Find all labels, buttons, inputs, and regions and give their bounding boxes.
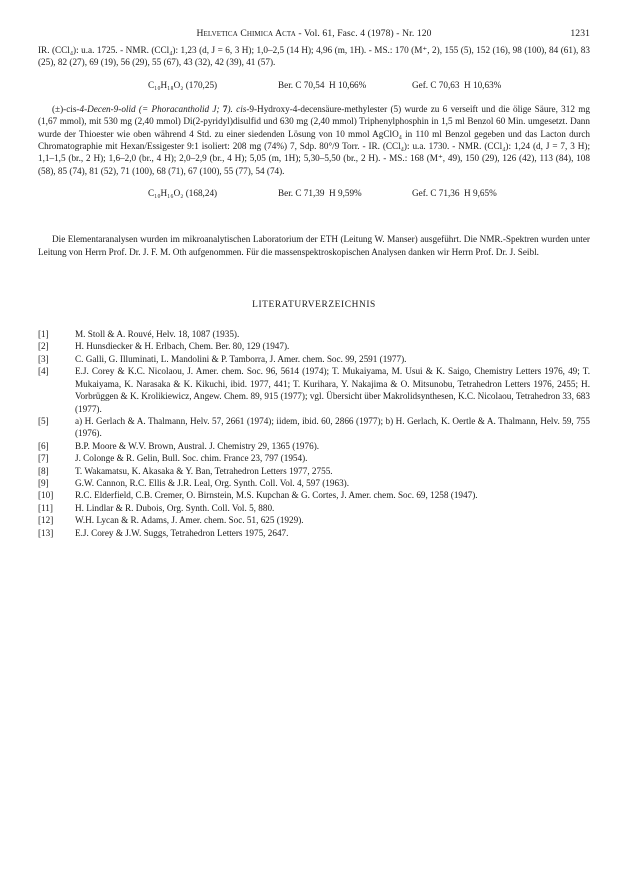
reference-number: [6]: [38, 440, 49, 451]
reference-item: [38, 489, 590, 501]
stereo-prefix: (±)-cis-: [52, 103, 80, 114]
found-values: Gef. C 70,63 H 10,63%: [412, 79, 502, 90]
reference-text: R.C. Elderfield, C.B. Cremer, O. Birnstein, M.S. Kupchan & G. Cortes, J. Amer. chem. Soc. 69, 1258 (1947).: [75, 490, 478, 501]
calculated-values: Ber. C 71,39 H 9,59%: [278, 188, 362, 199]
reference-item: [38, 527, 590, 539]
reference-number: [5]: [38, 415, 49, 426]
found-values: Gef. C 71,36 H 9,65%: [412, 188, 497, 199]
reference-number: [1]: [38, 329, 49, 340]
reference-number: [9]: [38, 477, 49, 488]
reference-item: [38, 477, 590, 489]
reference-text: C. Galli, G. Illuminati, L. Mandolini & P. Tamborra, J. Amer. chem. Soc. 99, 2591 (1977).: [75, 353, 407, 364]
compound-title-end: ).: [227, 103, 237, 114]
reference-item: [38, 514, 590, 526]
reference-item: [38, 365, 590, 415]
reference-number: [7]: [38, 453, 49, 464]
reference-number: [12]: [38, 515, 54, 526]
reference-text: W.H. Lycan & R. Adams, J. Amer. chem. Soc. 51, 625 (1929).: [75, 515, 304, 526]
reference-item: [38, 328, 590, 340]
reference-number: [13]: [38, 527, 54, 538]
experimental-paragraph: [38, 103, 590, 177]
journal-citation: [38, 28, 590, 39]
references-title: LITERATURVERZEICHNIS: [252, 300, 376, 311]
reference-number: [8]: [38, 465, 49, 476]
cis-prefix: cis: [236, 103, 247, 114]
reference-text: B.P. Moore & W.V. Brown, Austral. J. Chemistry 29, 1365 (1976).: [75, 440, 320, 451]
compound-title: 4-Decen-9-olid (= Phoracantholid J;: [79, 103, 223, 114]
acknowledgement-paragraph: Die Elementaranalysen wurden im mikroanalytischen Laboratorium der ETH (Leitung W. Manser) ausgeführt. Die NMR.-Spektren wurden unter Leitung von Herrn Prof. Dr. J. F. M. Oth aufgenommen. Für die massenspektroskopischen Analysen danken wir Herrn Prof. Dr. J. Seibl.: [38, 234, 590, 257]
spectral-data-paragraph: IR. (CCl₄): u.a. 1725. - NMR. (CCl₄): 1,23 (d, J = 6, 3 H); 1,0–2,5 (14 H); 4,96 (m, 1H). - MS.: 170 (M⁺, 2), 155 (5), 152 (16), 98 (100), 84 (61), 83 (25), 82 (27), 69 (19), 56 (29), 55 (67), 43 (32), 42 (39), 41 (57).: [38, 45, 590, 68]
molecular-formula: C₁₀H₁₆O₂ (168,24): [148, 188, 218, 199]
reference-number: [10]: [38, 490, 54, 501]
reference-text: E.J. Corey & K.C. Nicolaou, J. Amer. chem. Soc. 96, 5614 (1974); T. Mukaiyama, M. Usui & K. Saigo, Chemistry Letters 1976, 49; T. Mukaiyama, K. Narasaka & K. Kikuchi, ibid. 1977, 441; T. Kurihara, Y. Nakajima & O. Mitsunobu, Tetrahedron Letters 1976, 2455; H. Vorbrüggen & K. Krolikiewicz, Angew. Chem. 89, 915 (1977); vgl. Übersicht über Makrolidsynthesen, K.C. Nicolaou, Tetrahedron 33, 683 (1977).: [75, 366, 590, 414]
reference-item: [38, 452, 590, 464]
journal-name: Helvetica Chimica Acta: [196, 28, 296, 39]
calculated-values: Ber. C 70,54 H 10,66%: [278, 79, 367, 90]
reference-number: [3]: [38, 353, 49, 364]
reference-list: [38, 328, 590, 539]
running-header: [38, 28, 590, 44]
reference-item: [38, 340, 590, 352]
reference-text: H. Hunsdiecker & H. Erlbach, Chem. Ber. 80, 129 (1947).: [75, 341, 290, 352]
reference-text: M. Stoll & A. Rouvé, Helv. 18, 1087 (1935).: [75, 329, 240, 340]
reference-text: E.J. Corey & J.W. Suggs, Tetrahedron Letters 1975, 2647.: [75, 527, 289, 538]
molecular-formula: C₁₀H₁₈O₂ (170,25): [148, 79, 218, 90]
journal-volume: - Vol. 61, Fasc. 4 (1978) - Nr. 120: [298, 28, 432, 39]
reference-text: G.W. Cannon, R.C. Ellis & J.R. Leal, Org. Synth. Coll. Vol. 4, 597 (1963).: [75, 477, 350, 488]
reference-item: [38, 353, 590, 365]
reference-text: J. Colonge & R. Gelin, Bull. Soc. chim. France 23, 797 (1954).: [75, 453, 308, 464]
page-number: 1231: [570, 28, 590, 39]
reference-text: a) H. Gerlach & A. Thalmann, Helv. 57, 2661 (1974); iidem, ibid. 60, 2866 (1977); b) H. Gerlach, K. Oertle & A. Thalmann, Helv. 59, 755 (1976).: [75, 415, 590, 439]
reference-text: T. Wakamatsu, K. Akasaka & Y. Ban, Tetrahedron Letters 1977, 2755.: [75, 465, 333, 476]
elemental-analysis-2: [148, 187, 590, 199]
reference-item: [38, 440, 590, 452]
reference-number: [2]: [38, 341, 49, 352]
reference-item: [38, 465, 590, 477]
elemental-analysis-1: [148, 79, 590, 91]
experimental-body: -9-Hydroxy-4-decensäure-methylester (5) wurde zu 6 verseift und die ölige Säure, 312 mg (1,67 mmol), mit 530 mg (2,40 mmol) Di(2-pyridyl)disulfid und 630 mg (2,40 mmol) Triphenylphosphin in 1,5 ml Benzol 60 Min. umgesetzt. Dann wurde der Thioester wie oben während 4 Std. zu einer siedenden Lösung von 10 mmol AgClO₄ in 110 ml Benzol gegeben und das Lacton durch Chromatographie mit Hexan/Essigester 9:1 isoliert: 208 mg (74%) 7, Sdp. 80°/9 Torr. - IR. (CCl₄): u.a. 1730. - NMR. (CCl₄): 1,24 (d, J = 7, 3 H); 1,1–1,5 (br., 2 H); 1,6–2,0 (br., 4 H); 2,0–2,9 (br., 4 H); 5,05 (m, 1H); 5,30–5,50 (br., 2 H). - MS.: 168 (M⁺, 49), 150 (29), 126 (42), 113 (84), 108 (58), 85 (74), 81 (52), 71 (100), 68 (71), 67 (100), 55 (77), 54 (74).: [38, 103, 590, 176]
reference-text: H. Lindlar & R. Dubois, Org. Synth. Coll. Vol. 5, 880.: [75, 502, 275, 513]
compound-number: 7: [222, 103, 228, 114]
reference-number: [4]: [38, 366, 49, 377]
reference-item: [38, 415, 590, 440]
reference-item: [38, 502, 590, 514]
page: [38, 28, 590, 539]
reference-number: [11]: [38, 502, 53, 513]
